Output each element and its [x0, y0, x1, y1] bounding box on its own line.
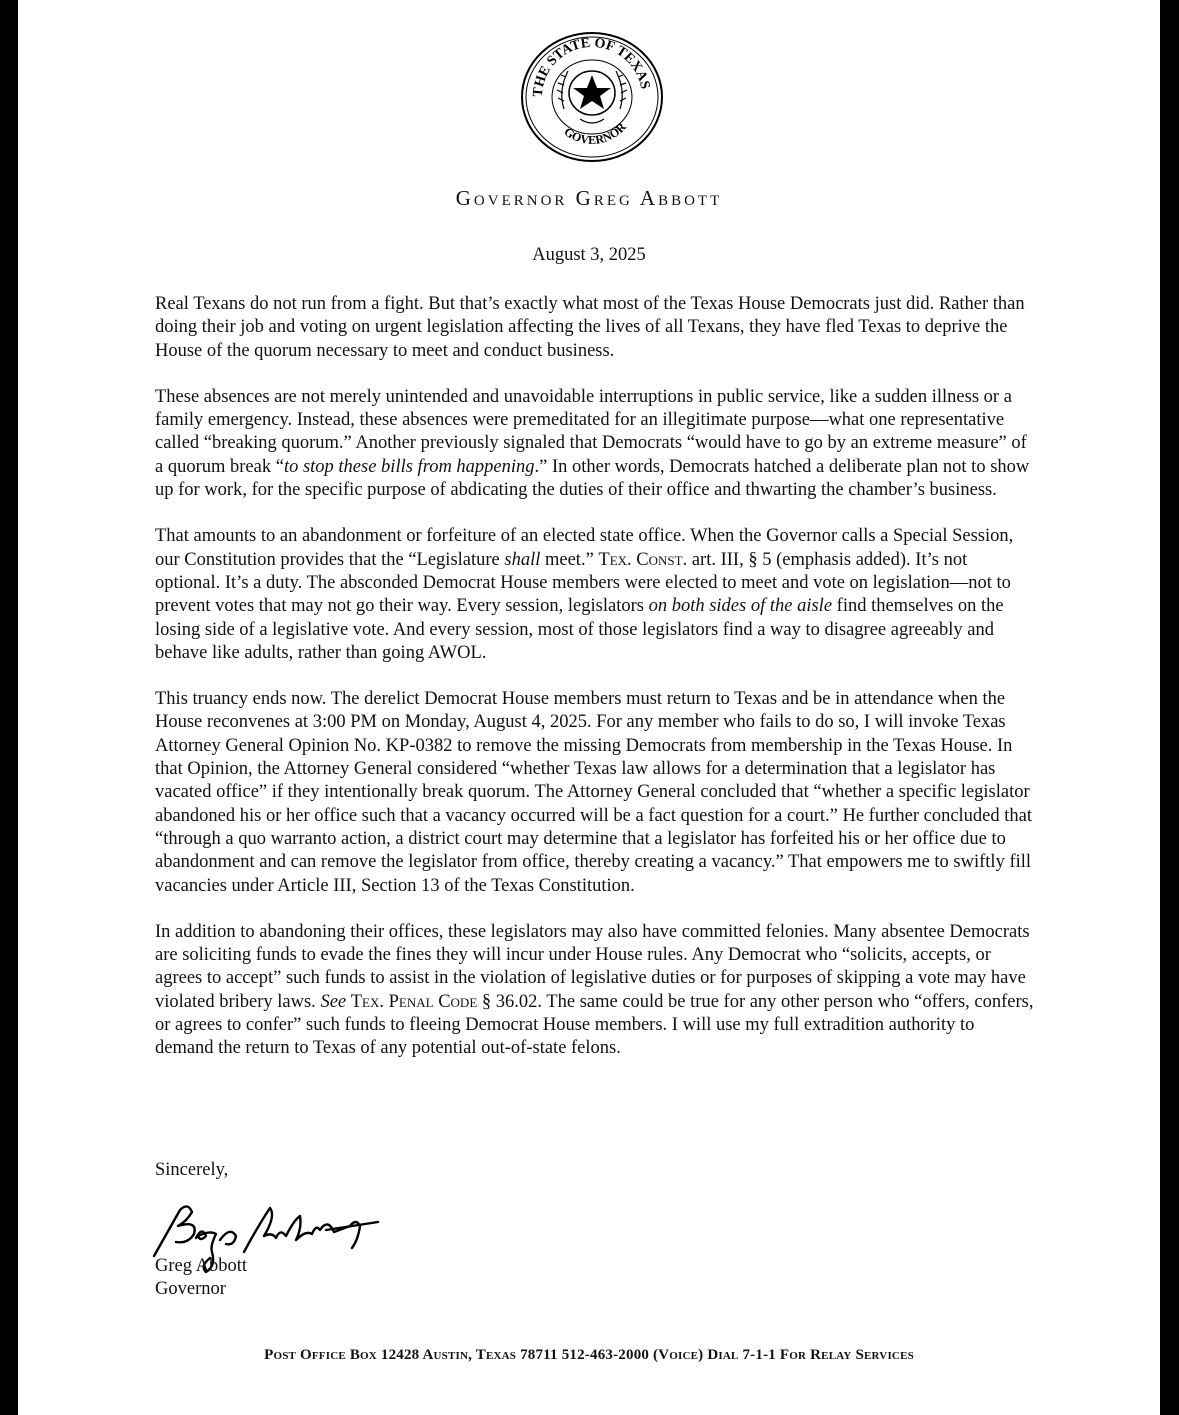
signer-title: Governor [155, 1279, 226, 1299]
body-paragraph-3: That amounts to an abandonment or forfeiture of an elected state office. When the Governor calls a Special Session, our Constitution provides that the “Legislature shall meet.” Tex. Const. art. III, § 5 (emphasis added). It’s not optional. It’s a duty. The absconded Democrat House members were elected to meet and vote on legislation—not to prevent votes that may not go their way. Every session, legislators on both sides of the aisle find themselves on the losing side of a legislative vote. And every session, most of those legislators find a way to disagree agreeably and behave like adults, rather than going AWOL. [155, 526, 1014, 663]
body-paragraph-2: These absences are not merely unintended and unavoidable interruptions in public service, like a sudden illness or a family emergency. Instead, these absences were premeditated for an illegitimate purpose—what one representative called “breaking quorum.” Another previously signaled that Democrats “would have to go by an extreme measure” of a quorum break “to stop these bills from happening.” In other words, Democrats hatched a deliberate plan not to show up for work, for the specific purpose of abdicating the duties of their office and thwarting the chamber’s business. [155, 386, 1030, 501]
svg-text:GOVERNOR: GOVERNOR [561, 119, 629, 147]
texas-governor-seal-icon [520, 31, 664, 163]
letter-date: August 3, 2025 [532, 245, 646, 265]
body-paragraph-1: Real Texans do not run from a fight. But that’s exactly what most of the Texas House Democrats just did. Rather than doing their job and voting on urgent legislation affecting the lives of all Texans, they have fled Texas to deprive the House of the quorum necessary to meet and conduct business. [155, 294, 1025, 361]
letter-page [18, 0, 1160, 1415]
letterhead-title: Governor Greg Abbott [455, 186, 723, 210]
closing: Sincerely, [155, 1160, 229, 1180]
body-paragraph-5: In addition to abandoning their offices, these legislators may also have committed felonies. Many absentee Democrats are soliciting funds to evade the fines they will incur under House rules. Any Democrat who “solicits, accepts, or agrees to accept” such funds to assist in the violation of legislative duties or for purposes of skipping a vote may have violated bribery laws. See Tex. Penal Code § 36.02. The same could be true for any other person who “offers, confers, or agrees to confer” such funds to fleeing Democrat House members. I will use my full extradition authority to demand the return to Texas of any potential out-of-state felons. [155, 921, 1034, 1059]
svg-text:THE STATE OF TEXAS: THE STATE OF TEXAS [530, 35, 653, 98]
footer-contact: Post Office Box 12428 Austin, Texas 78711 512-463-2000 (Voice) Dial 7-1-1 For Relay Services [264, 1347, 914, 1363]
signer-name: Greg Abbott [155, 1256, 247, 1276]
body-paragraph-4: This truancy ends now. The derelict Democrat House members must return to Texas and be in attendance when the House reconvenes at 3:00 PM on Monday, August 4, 2025. For any member who fails to do so, I will invoke Texas Attorney General Opinion No. KP-0382 to remove the missing Democrats from membership in the Texas House. In that Opinion, the Attorney General considered “whether Texas law allows for a determination that a legislator has vacated office” if they intentionally break quorum. The Attorney General concluded that “whether a specific legislator abandoned his or her office such that a vacancy occurred will be a fact question for a court.” He further concluded that “through a quo warranto action, a district court may determine that a legislator has forfeited his or her office due to abandonment and can remove the legislator from office, thereby creating a vacancy.” That empowers me to swiftly fill vacancies under Article III, Section 13 of the Texas Constitution. [155, 689, 1033, 896]
letter-body [155, 293, 1035, 1084]
